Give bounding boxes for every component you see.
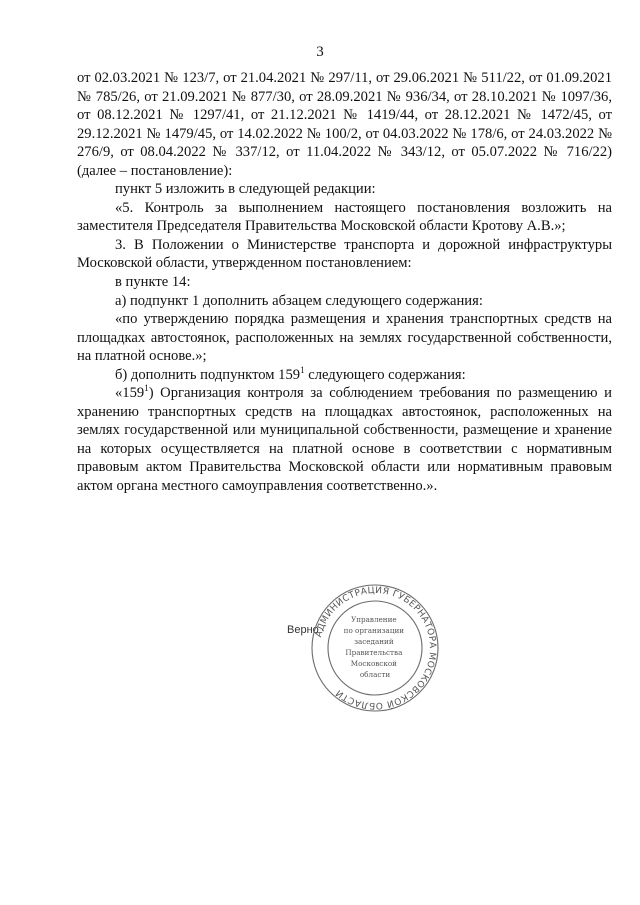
superscript-1: 1 <box>300 364 305 375</box>
subpoint-b-text: б) дополнить подпунктом 159 <box>115 366 301 383</box>
page-number: 3 <box>316 44 324 60</box>
paragraph-subpoint-a: а) подпункт 1 дополнить абзацем следующего содержания: <box>115 292 483 309</box>
superscript-1: 1 <box>144 383 149 394</box>
paragraph-control: «5. Контроль за выполнением настоящего постановления возложить на заместителя Председателя Правительства Московской области Кротову А.В.»; <box>77 199 612 235</box>
seal-inner-text: Управление по организации заседаний Правительства Московской области <box>343 615 405 679</box>
paragraph-parking-approval: «по утверждению порядка размещения и хранения транспортных средств на площадках автостоянок, расположенных на землях государственной собственности, на платной основе.»; <box>77 311 612 365</box>
certified-label: Верно <box>287 624 319 636</box>
seal-ring-text: АДМИНИСТРАЦИЯ ГУБЕРНАТОРА МОСКОВСКОЙ ОБЛАСТИ <box>314 585 438 711</box>
subpoint-159-open: «159 <box>115 385 145 402</box>
paragraph-ministry-regulation: 3. В Положении о Министерстве транспорта и дорожной инфраструктуры Московской области, утвержденном постановлением: <box>77 236 612 272</box>
official-seal-stamp <box>300 583 450 713</box>
paragraph-decree-list: от 02.03.2021 № 123/7, от 21.04.2021 № 297/11, от 29.06.2021 № 511/22, от 01.09.2021 № 785/26, от 21.09.2021 № 877/30, от 28.09.2021 № 936/34, от 28.10.2021 № 1097/36, от 08.12.2021 № 1297/41, от 21.12.2021 № 1419/44, от 28.12.2021 № 1472/45, от 29.12.2021 № 1479/45, от 14.02.2022 № 100/2, от 04.03.2022 № 178/6, от 24.03.2022 № 276/9, от 08.04.2022 № 337/12, от 11.04.2022 № 343/12, от 05.07.2022 № 716/22) (далее – постановление): <box>77 70 612 179</box>
paragraph-point-5: пункт 5 изложить в следующей редакции: <box>115 181 376 198</box>
subpoint-b-tail: следующего содержания: <box>304 366 466 383</box>
subpoint-159-text: ) Организация контроля за соблюдением требования по размещению и хранению транспортных средств на площадках автостоянок, расположенных на землях государственной или муниципальной собственности, размещение и хранение на которых осуществляется на платной основе в соответствии с нормативным правовым актом Правительства Московской области или нормативным правовым актом органа местного самоуправления соответственно.». <box>77 385 612 495</box>
paragraph-point-14: в пункте 14: <box>115 274 191 291</box>
document-body <box>77 69 612 496</box>
paragraph-subpoint-159 <box>77 384 612 495</box>
paragraph-subpoint-b <box>77 366 612 385</box>
